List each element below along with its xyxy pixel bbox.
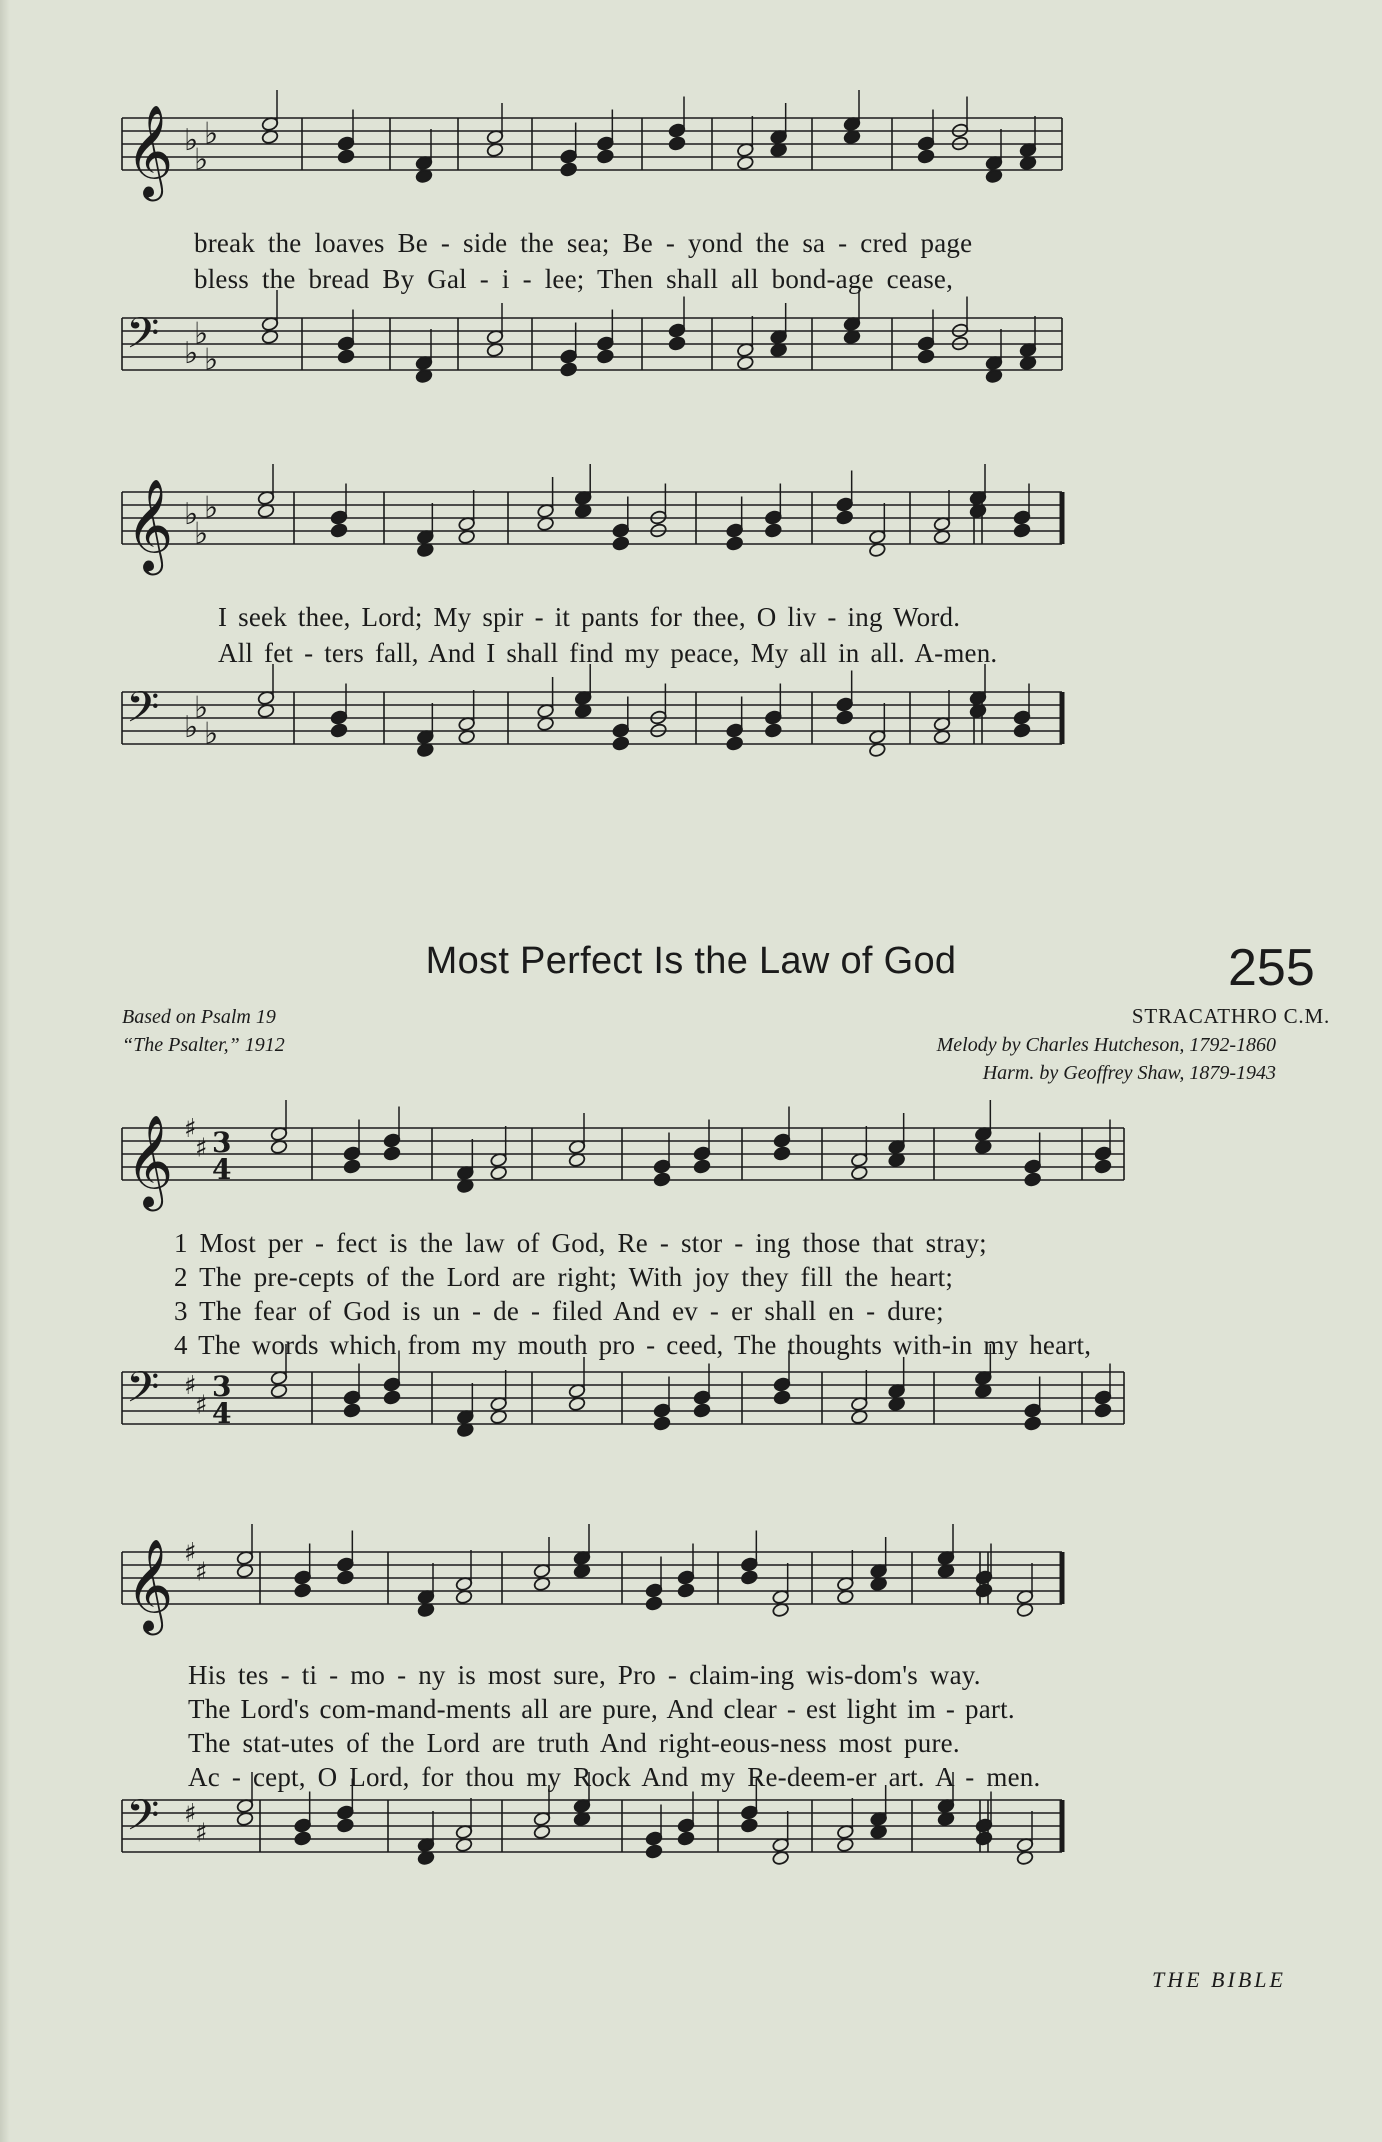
svg-text:3: 3: [212, 1126, 232, 1159]
svg-text:𝄢: 𝄢: [126, 309, 160, 369]
lyric-verse-4: 4 The words which from my mouth pro - ceed, The thoughts with-in my heart,: [174, 1330, 1092, 1360]
svg-text:♭: ♭: [194, 316, 209, 352]
svg-text:♯: ♯: [195, 1133, 208, 1164]
svg-text:♭: ♭: [204, 490, 219, 526]
bass-staff: [122, 118, 1322, 448]
lyric-verse-2: bless the bread By Gal - i - lee; Then shall all bond-age cease,: [194, 264, 954, 294]
lyric-verse-2: All fet - ters fall, And I shall find my peace, My all in all. A-men.: [218, 638, 998, 668]
text-credit: “The Psalter,” 1912: [122, 1034, 285, 1056]
svg-text:♭: ♭: [184, 123, 199, 158]
melody-credit: Melody by Charles Hutcheson, 1792-1860: [936, 1034, 1276, 1056]
svg-text:♭: ♭: [184, 497, 199, 532]
lyric-verse-2: The Lord's com-mand-ments all are pure, And clear - est light im - part.: [188, 1694, 1015, 1724]
lyric-verse-1: break the loaves Be - side the sea; Be - yond the sa - cred page: [194, 228, 973, 258]
svg-text:𝄞: 𝄞: [126, 1538, 174, 1631]
svg-text:𝄞: 𝄞: [126, 1114, 174, 1207]
page-spine-shadow: [0, 0, 10, 2142]
lyric-verse-1: 1 Most per - fect is the law of God, Re - stor - ing those that stray;: [174, 1228, 987, 1258]
section-footer: THE BIBLE: [1152, 1967, 1286, 1992]
tune-name: STRACATHRO C.M.: [1131, 1004, 1330, 1028]
svg-text:♯: ♯: [184, 1538, 197, 1568]
lyric-verse-3: The stat-utes of the Lord are truth And right-eous-ness most pure.: [188, 1728, 960, 1758]
lyric-verse-2: 2 The pre-cepts of the Lord are right; With joy they fill the heart;: [174, 1262, 954, 1292]
svg-text:♭: ♭: [184, 336, 199, 371]
svg-text:♯: ♯: [184, 1799, 197, 1829]
svg-text:♯: ♯: [195, 1390, 208, 1421]
harmony-credit: Harm. by Geoffrey Shaw, 1879-1943: [982, 1062, 1276, 1084]
bass-staff: [122, 492, 1322, 822]
svg-text:♯: ♯: [195, 1818, 208, 1849]
lyric-verse-4: Ac - cept, O Lord, for thou my Rock And my Re-deem-er art. A - men.: [188, 1762, 1041, 1792]
svg-text:♭: ♭: [204, 342, 219, 378]
lyric-verse-1: His tes - ti - mo - ny is most sure, Pro - claim-ing wis-dom's way.: [188, 1660, 981, 1690]
svg-text:𝄢: 𝄢: [126, 1791, 160, 1851]
svg-text:♭: ♭: [194, 142, 209, 178]
lyric-verse-3: 3 The fear of God is un - de - filed And ev - er shall en - dure;: [174, 1296, 944, 1326]
svg-text:𝄞: 𝄞: [126, 478, 174, 571]
svg-text:♭: ♭: [194, 690, 209, 726]
lyric-verse-1: I seek thee, Lord; My spir - it pants for thee, O liv - ing Word.: [218, 602, 961, 632]
svg-text:𝄢: 𝄢: [126, 683, 160, 743]
bass-staff: [122, 1552, 1322, 1932]
svg-text:♭: ♭: [184, 710, 199, 745]
bass-staff: [122, 1128, 1322, 1508]
svg-text:3: 3: [212, 1370, 232, 1403]
svg-text:♯: ♯: [184, 1371, 197, 1401]
text-source: Based on Psalm 19: [122, 1006, 276, 1028]
hymn-number: 255: [1228, 939, 1315, 997]
svg-text:𝄢: 𝄢: [126, 1363, 160, 1423]
svg-text:♭: ♭: [204, 116, 219, 152]
svg-text:4: 4: [212, 1397, 232, 1430]
svg-text:4: 4: [212, 1153, 232, 1186]
svg-text:♭: ♭: [194, 516, 209, 552]
svg-text:𝄞: 𝄞: [126, 104, 174, 197]
hymn-title: Most Perfect Is the Law of God: [425, 940, 957, 982]
svg-text:♭: ♭: [204, 716, 219, 752]
svg-text:♯: ♯: [195, 1557, 208, 1588]
svg-text:♯: ♯: [184, 1114, 197, 1144]
